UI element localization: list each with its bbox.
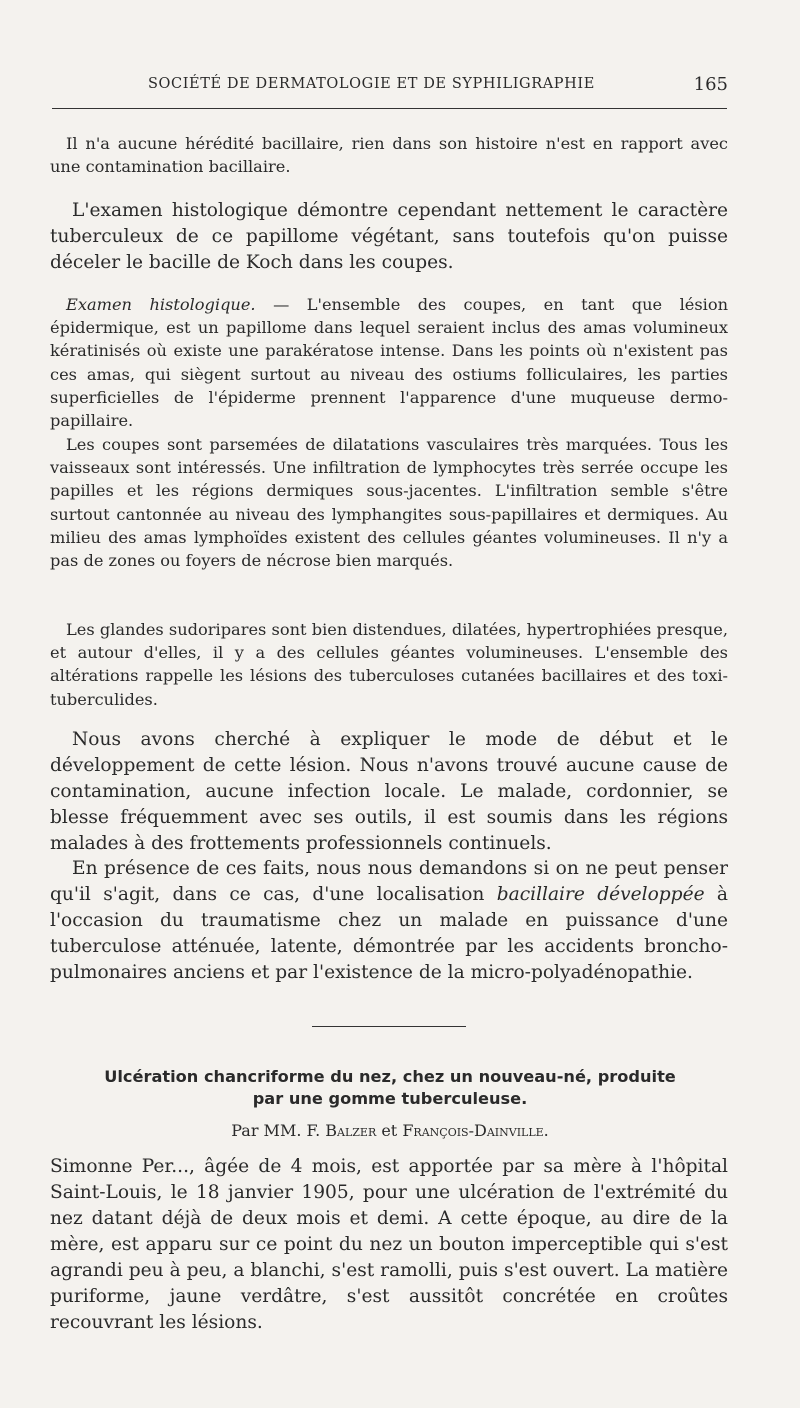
page-number: 165 xyxy=(693,74,728,95)
paragraph-examen-summary-text: L'examen histologique démontre cependant nettement le caractère tuberculeux de ce papillome végétant, sans toutefois qu'on puisse déceler le bacille de Koch dans les coupes. xyxy=(50,200,728,273)
paragraph-conclusion-before: En présence de ces faits, nous nous demandons si on ne peut penser qu'il s'agit, dans ce cas, d'une localisation xyxy=(50,858,728,905)
running-title: SOCIÉTÉ DE DERMATOLOGIE ET DE SYPHILIGRAPHIE xyxy=(148,76,595,92)
running-header xyxy=(52,76,728,98)
paragraph-examen-histologique-text: — L'ensemble des coupes, en tant que lésion épidermique, est un papillome dans lequel seraient inclus des amas volumineux kératinisés où existe une parakératose intense. Dans les points où n'existent pas ces amas, qui siègent surtout au niveau des ostiums folliculaires, les parties superficielles de l'épiderme prennent l'apparence d'une muqueuse dermo-papillaire. xyxy=(50,295,728,431)
header-rule xyxy=(52,108,727,109)
paragraph-heredite-text: Il n'a aucune hérédité bacillaire, rien dans son histoire n'est en rapport avec une contamination bacillaire. xyxy=(50,134,728,177)
paragraph-conclusion-after: à l'occasion du traumatisme chez un malade en puissance d'une tuberculose atténuée, latente, démontrée par les accidents broncho-pulmonaires anciens et par l'existence de la micro-polyadénopathie. xyxy=(50,884,728,983)
byline-conjunction: et xyxy=(376,1121,403,1140)
paragraph-heredite xyxy=(50,132,728,178)
paragraph-conclusion-italic: bacillaire développée xyxy=(496,884,705,905)
article-title-line-1: Ulcération chancriforme du nez, chez un nouveau-né, produite xyxy=(104,1067,676,1086)
paragraph-examen-summary xyxy=(50,198,728,276)
paragraph-conclusion xyxy=(50,856,728,986)
byline-prefix: Par MM. xyxy=(231,1121,307,1140)
section-lead-italic: Examen histologique. xyxy=(66,295,256,314)
paragraph-mode-debut-text: Nous avons cherché à expliquer le mode de début et le développement de cette lésion. Nous n'avons trouvé aucune cause de contamination, aucune infection locale. Le malade, cordonnier, se blesse fréquemment avec ses outils, il est soumis dans les régions malades à des frottements professionnels continuels. xyxy=(50,729,728,854)
article-byline xyxy=(50,1121,730,1140)
paragraph-coupes xyxy=(50,433,728,572)
paragraph-coupes-text: Les coupes sont parsemées de dilatations vasculaires très marquées. Tous les vaisseaux sont intéressés. Une infiltration de lymphocytes très serrée occupe les papilles et les régions dermiques sous-jacentes. L'infiltration semble s'être surtout cantonnée au niveau des lymphangites sous-papillaires et dermiques. Au milieu des amas lymphoïdes existent des cellules géantes volumineuses. Il n'y a pas de zones ou foyers de nécrose bien marqués. xyxy=(50,435,728,571)
paragraph-mode-debut xyxy=(50,727,728,857)
byline-author-2: François-Dainville. xyxy=(402,1121,549,1140)
section-separator-rule xyxy=(312,1026,466,1027)
paragraph-glandes-text: Les glandes sudoripares sont bien distendues, dilatées, hypertrophiées presque, et autour d'elles, il y a des cellules géantes volumineuses. L'ensemble des altérations rappelle les lésions des tuberculoses cutanées bacillaires et des toxi-tuberculides. xyxy=(50,620,728,709)
paragraph-case-simonne-text: Simonne Per..., âgée de 4 mois, est apportée par sa mère à l'hôpital Saint-Louis, le 18 janvier 1905, pour une ulcération de l'extrémité du nez datant déjà de deux mois et demi. A cette époque, au dire de la mère, est apparu sur ce point du nez un bouton imperceptible qui s'est agrandi peu à peu, a blanchi, s'est ramolli, puis s'est ouvert. La matière puriforme, jaune verdâtre, s'est aussitôt concrétée en croûtes recouvrant les lésions. xyxy=(50,1156,728,1333)
paragraph-examen-histologique xyxy=(50,293,728,432)
byline-author-1: F. Balzer xyxy=(306,1121,377,1140)
paragraph-case-simonne xyxy=(50,1154,728,1336)
article-title xyxy=(50,1066,730,1110)
paragraph-glandes xyxy=(50,618,728,711)
article-title-line-2: par une gomme tuberculeuse. xyxy=(252,1089,528,1108)
